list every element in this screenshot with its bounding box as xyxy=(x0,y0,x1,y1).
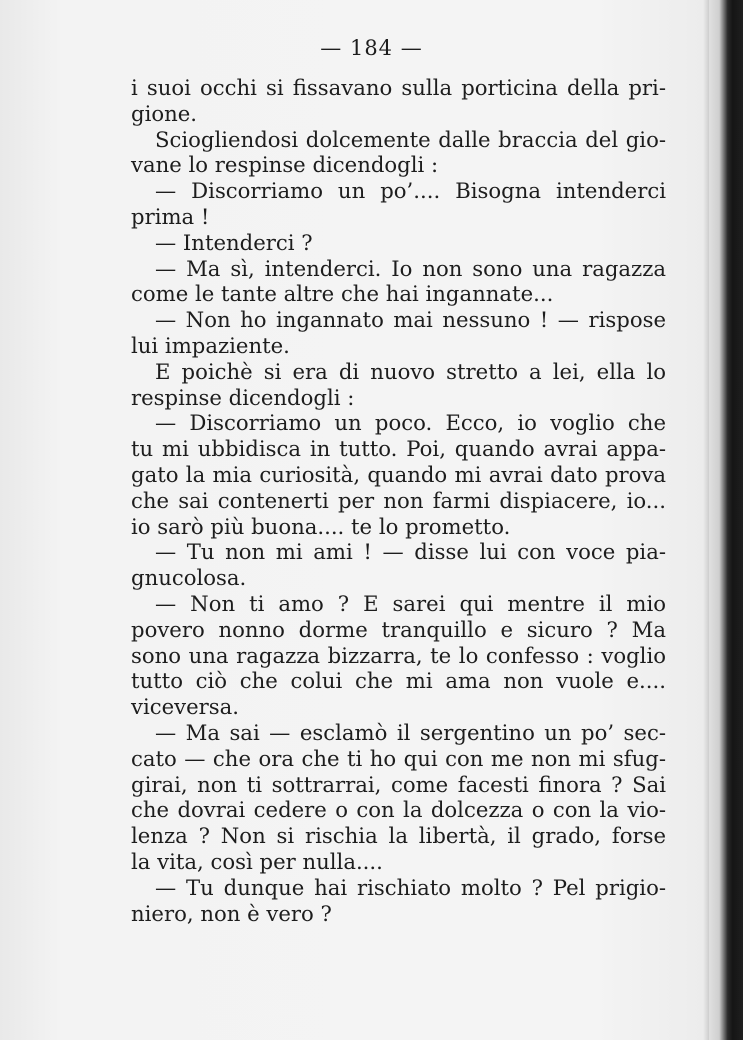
text-line: respinse dicendogli : xyxy=(131,384,355,410)
text-line: girai, non ti sottrarrai, come facesti finora ? Sai xyxy=(131,771,666,797)
page-number: — 184 — xyxy=(320,36,423,60)
text-line: sono una ragazza bizzarra, te lo confesso : voglio xyxy=(131,642,666,668)
text-line: povero nonno dorme tranquillo e sicuro ? Ma xyxy=(131,616,666,642)
text-line: io sarò più buona.... te lo prometto. xyxy=(131,513,511,539)
text-line: — Discorriamo un poco. Ecco, io voglio che xyxy=(155,410,666,436)
text-line: — Intenderci ? xyxy=(155,229,313,255)
text-line: — Non ti amo ? E sarei qui mentre il mio xyxy=(155,590,666,616)
text-line: gnucolosa. xyxy=(131,565,247,591)
text-line: prima ! xyxy=(131,203,210,229)
text-line: come le tante altre che hai ingannate... xyxy=(131,281,554,307)
text-line: che sai contenerti per non farmi dispiacere, io... xyxy=(131,487,666,513)
text-line: — Tu non mi ami ! — disse lui con voce pia- xyxy=(155,539,666,565)
text-line: gione. xyxy=(131,100,198,126)
text-line: la vita, così per nulla.... xyxy=(131,848,383,874)
text-line: cato — che ora che ti ho qui con me non mi sfug- xyxy=(131,745,666,771)
body-text xyxy=(131,75,666,926)
text-line: gato la mia curiosità, quando mi avrai dato prova xyxy=(131,461,666,487)
text-line: — Discorriamo un po’.... Bisogna intenderci xyxy=(155,178,666,204)
text-line: tutto ciò che colui che mi ama non vuole e.... xyxy=(131,668,666,694)
text-line: vane lo respinse dicendogli : xyxy=(131,152,439,178)
text-line: — Ma sì, intenderci. Io non sono una ragazza xyxy=(155,255,666,281)
text-line: che dovrai cedere o con la dolcezza o con la vio- xyxy=(131,797,666,823)
text-line: — Ma sai — esclamò il sergentino un po’ sec- xyxy=(155,719,666,745)
text-line: E poichè si era di nuovo stretto a lei, ella lo xyxy=(155,358,666,384)
text-line: Sciogliendosi dolcemente dalle braccia del gio- xyxy=(155,126,666,152)
text-line: lui impaziente. xyxy=(131,332,290,358)
text-line: — Tu dunque hai rischiato molto ? Pel prigio- xyxy=(155,874,666,900)
text-line: viceversa. xyxy=(131,694,240,720)
text-line: niero, non è vero ? xyxy=(131,900,332,926)
text-line: tu mi ubbidisca in tutto. Poi, quando avrai appa- xyxy=(131,436,666,462)
text-line: i suoi occhi si fissavano sulla porticina della pri- xyxy=(131,75,666,100)
book-spine xyxy=(709,0,743,1040)
text-line: — Non ho ingannato mai nessuno ! — rispose xyxy=(155,307,666,333)
text-line: lenza ? Non si rischia la libertà, il grado, forse xyxy=(131,823,666,849)
